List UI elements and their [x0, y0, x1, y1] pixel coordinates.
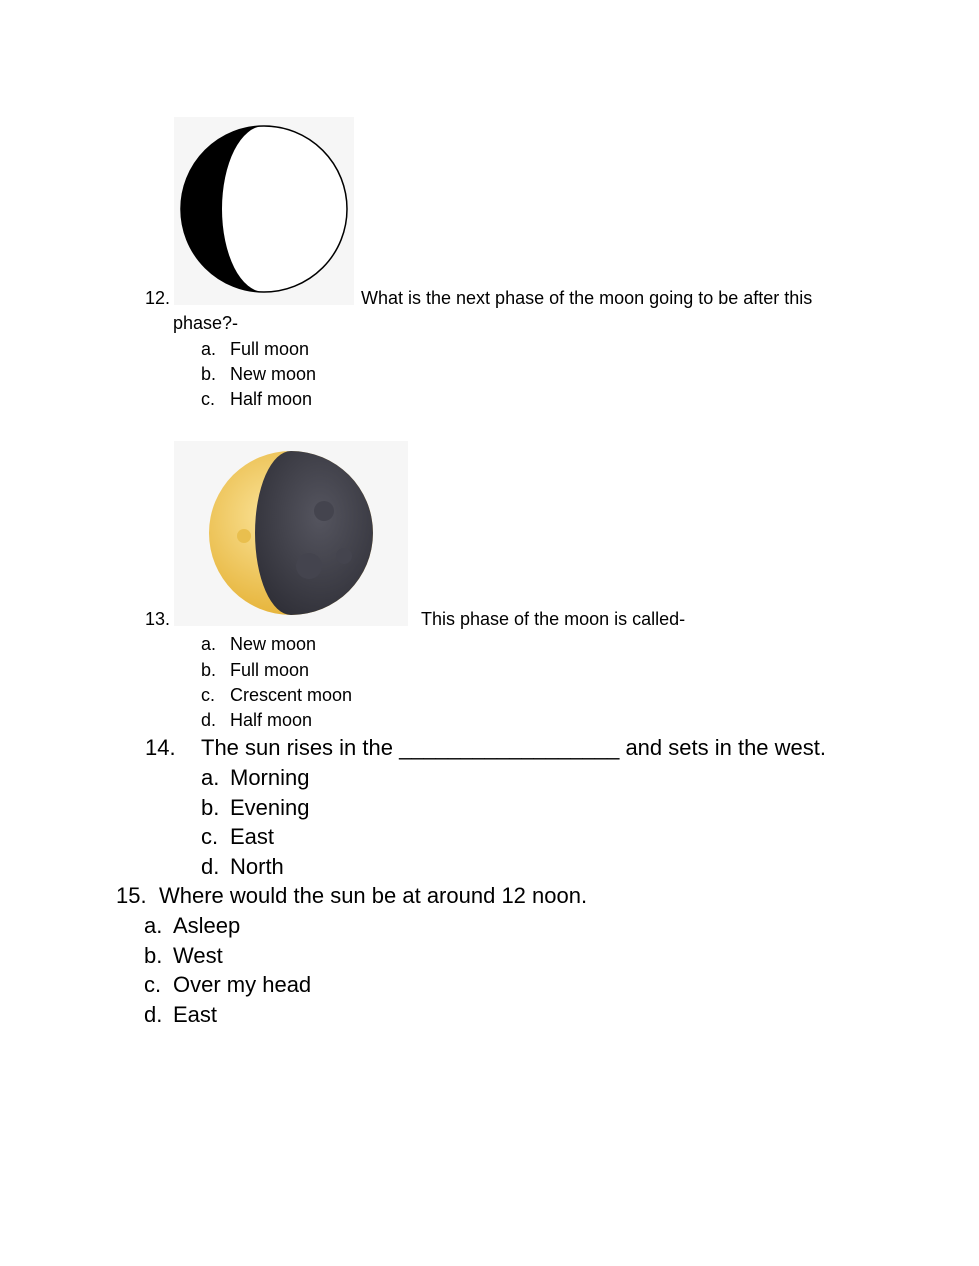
option-text: Morning: [230, 765, 310, 790]
option-letter: c.: [201, 685, 216, 705]
option-letter: a.: [201, 634, 217, 654]
option-letter: a.: [144, 913, 163, 938]
option-text: Asleep: [173, 913, 241, 938]
question-text-continued: phase?-: [173, 313, 239, 333]
option-letter: c.: [201, 389, 216, 409]
option-text: Evening: [230, 795, 310, 820]
option-text: West: [173, 943, 223, 968]
option-text: East: [173, 1002, 218, 1027]
crescent-moon-image: [174, 441, 408, 626]
option-letter: a.: [201, 765, 220, 790]
option-text: North: [230, 854, 284, 879]
question-text: This phase of the moon is called-: [421, 609, 686, 629]
option-letter: c.: [144, 972, 162, 997]
question-number: 13.: [145, 609, 171, 629]
option-text: Over my head: [173, 972, 312, 997]
option-letter: a.: [201, 339, 217, 359]
option-letter: d.: [201, 854, 220, 879]
option-text: Half moon: [230, 389, 313, 409]
option-letter: b.: [201, 364, 217, 384]
waxing-gibbous-moon-icon: [174, 117, 354, 305]
option-text: New moon: [230, 364, 317, 384]
option-text: Half moon: [230, 710, 313, 730]
option-letter: b.: [144, 943, 163, 968]
question-text: What is the next phase of the moon going to be after this: [361, 288, 813, 308]
option-letter: b.: [201, 795, 220, 820]
gibbous-moon-image: [174, 117, 354, 305]
question-number: 12.: [145, 288, 171, 308]
question-text: Where would the sun be at around 12 noon.: [159, 883, 588, 908]
crescent-moon-icon: [174, 441, 408, 626]
option-letter: b.: [201, 660, 217, 680]
option-text: New moon: [230, 634, 317, 654]
option-letter: d.: [144, 1002, 163, 1027]
option-letter: c.: [201, 824, 219, 849]
question-number: 15.: [116, 883, 147, 908]
question-text: The sun rises in the __________________ and sets in the west.: [201, 735, 827, 760]
option-text: Full moon: [230, 660, 310, 680]
question-number: 14.: [145, 735, 176, 760]
option-letter: d.: [201, 710, 217, 730]
option-text: Full moon: [230, 339, 310, 359]
option-text: East: [230, 824, 275, 849]
option-text: Crescent moon: [230, 685, 353, 705]
